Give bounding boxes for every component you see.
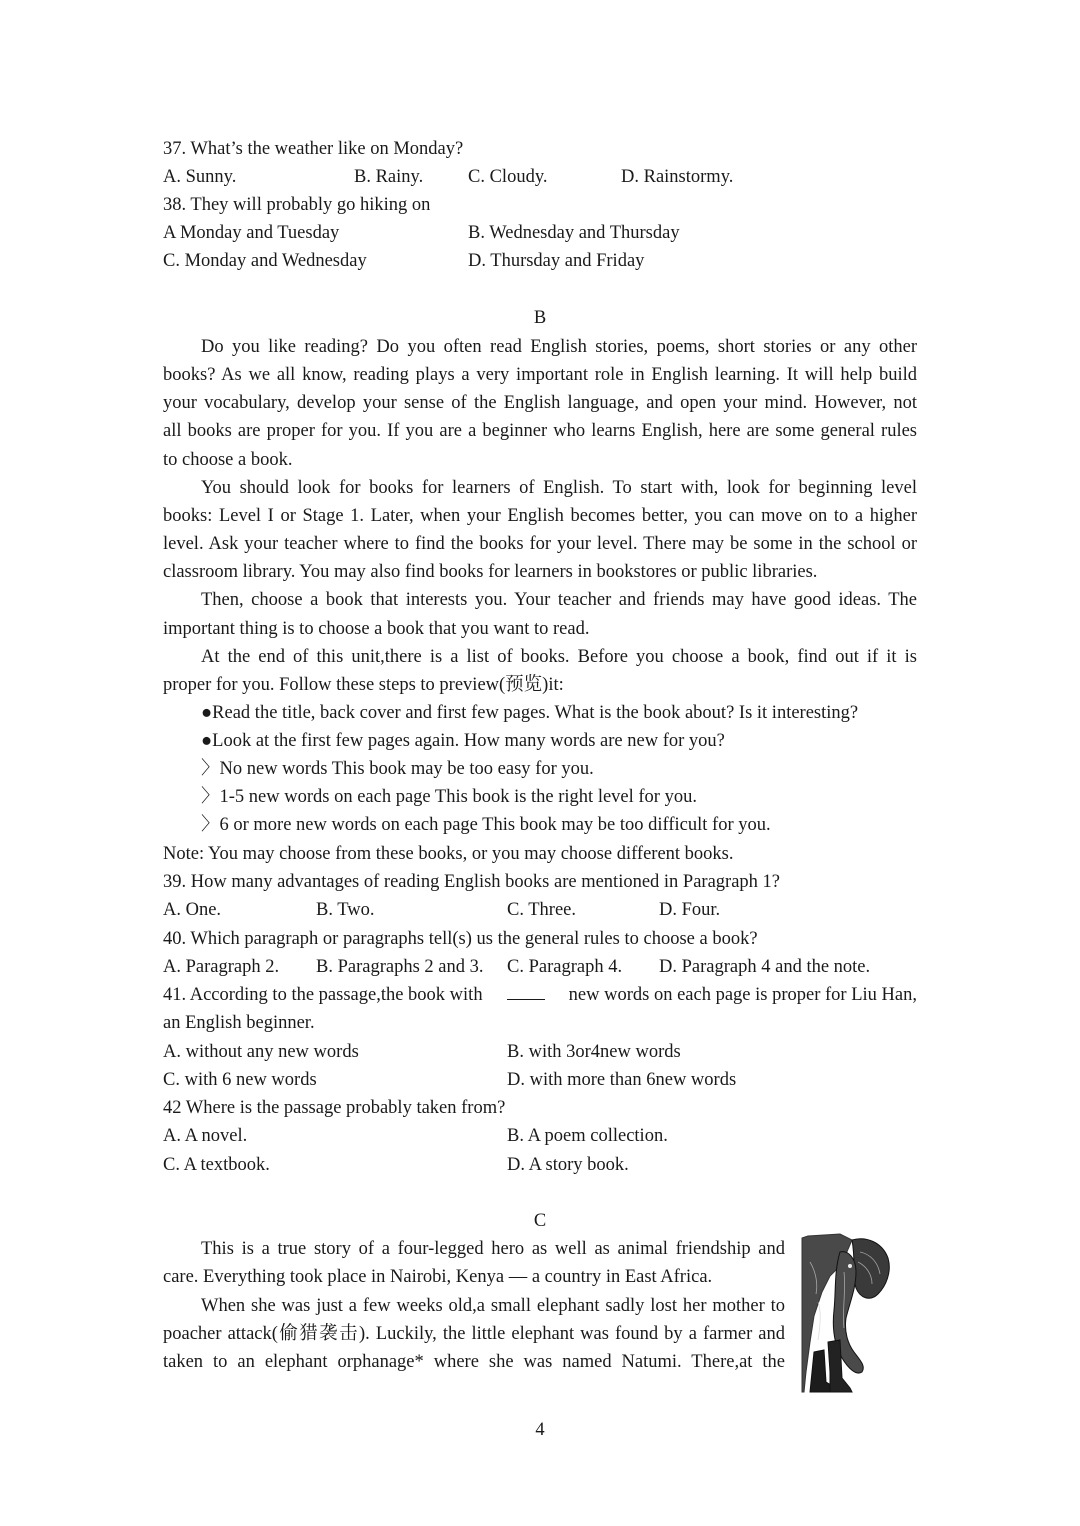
section-c-p2-line: poacher attack(偷猎袭击). Luckily, the little elephant was found by a farmer and [163,1324,785,1344]
q41-stem-before: 41. According to the passage,the book with [163,985,483,1005]
q38-option-c: C. Monday and Wednesday [163,251,367,271]
section-b-heading: B [533,308,547,328]
q39-option-d: D. Four. [659,900,721,920]
section-c-p1-line: care. Everything took place in Nairobi, Kenya — a country in East Africa. [163,1267,713,1287]
section-b-p2-line: You should look for books for learners of English. To start with, look for beginning level [201,478,917,498]
q37-option-d: D. Rainstormy. [621,167,734,187]
q37-option-c: C. Cloudy. [468,167,548,187]
preview-step-item: ●Look at the first few pages again. How many words are new for you? [201,731,725,751]
page-number: 4 [535,1420,545,1440]
preview-step-item: 〉6 or more new words on each page This book may be too difficult for you. [201,815,771,835]
section-b-p3-line: Then, choose a book that interests you. Your teacher and friends may have good ideas. The [201,590,917,610]
q37-option-b: B. Rainy. [354,167,424,187]
q41-option-a: A. without any new words [163,1042,359,1062]
q41-stem-after: new words on each page is proper for Liu Han, [568,985,917,1005]
q38-option-a: A Monday and Tuesday [163,223,340,243]
section-b-p2-line: level. Ask your teacher where to find the books for your level. There may be some in the school or [163,534,917,554]
section-c-p2-line: taken to an elephant orphanage* where she was named Natumi. There,at the [163,1352,785,1372]
q42-option-b: B. A poem collection. [507,1126,668,1146]
section-b-p1-line: your vocabulary, develop your sense of the English language, and open your mind. However, not [163,393,917,413]
q42-stem: 42 Where is the passage probably taken from? [163,1098,506,1118]
q39-stem: 39. How many advantages of reading English books are mentioned in Paragraph 1? [163,872,781,892]
section-b-p2-line: classroom library. You may also find books for learners in bookstores or public libraries. [163,562,818,582]
section-b-p4-line: proper for you. Follow these steps to preview(预览)it: [163,675,564,695]
section-b-p1-line: to choose a book. [163,450,293,470]
q40-option-b: B. Paragraphs 2 and 3. [316,957,484,977]
section-b-p3-line: important thing is to choose a book that you want to read. [163,619,590,639]
q40-option-a: A. Paragraph 2. [163,957,280,977]
q41-option-c: C. with 6 new words [163,1070,317,1090]
q39-option-a: A. One. [163,900,222,920]
preview-step-item: 〉No new words This book may be too easy for you. [201,759,594,779]
section-b-p1-line: all books are proper for you. If you are a beginner who learns English, here are some general rules [163,421,917,441]
q37-option-a: A. Sunny. [163,167,237,187]
section-b-p1-line: books? As we all know, reading plays a very important role in English learning. It will help build [163,365,917,385]
preview-step-item: 〉1-5 new words on each page This book is the right level for you. [201,787,697,807]
q38-option-b: B. Wednesday and Thursday [468,223,680,243]
q40-option-d: D. Paragraph 4 and the note. [659,957,871,977]
q40-option-c: C. Paragraph 4. [507,957,623,977]
q42-option-d: D. A story book. [507,1155,629,1175]
q39-option-c: C. Three. [507,900,577,920]
q37-stem: 37. What’s the weather like on Monday? [163,139,464,159]
section-b-p1-line: Do you like reading? Do you often read English stories, poems, short stories or any other [201,337,917,357]
q38-option-d: D. Thursday and Friday [468,251,645,271]
section-c-p1-line: This is a true story of a four-legged hero as well as animal friendship and [201,1239,785,1259]
answer-blank [507,981,545,1000]
section-b-p4-line: At the end of this unit,there is a list of books. Before you choose a book, find out if it is [201,647,917,667]
q41-stem-line2: an English beginner. [163,1013,315,1033]
preview-step-item: ●Read the title, back cover and first few pages. What is the book about? Is it interesting? [201,703,859,723]
q42-option-c: C. A textbook. [163,1155,270,1175]
q39-option-b: B. Two. [316,900,375,920]
section-b-p2-line: books: Level I or Stage 1. Later, when your English becomes better, you can move on to a higher [163,506,917,526]
q41-stem [163,981,917,1009]
q41-option-b: B. with 3or4new words [507,1042,681,1062]
section-b-note: Note: You may choose from these books, or you may choose different books. [163,844,734,864]
section-c-p2-line: When she was just a few weeks old,a small elephant sadly lost her mother to [201,1296,785,1316]
section-c-heading: C [533,1211,547,1231]
q42-option-a: A. A novel. [163,1126,248,1146]
q41-option-d: D. with more than 6new words [507,1070,737,1090]
q40-stem: 40. Which paragraph or paragraphs tell(s) us the general rules to choose a book? [163,929,758,949]
q38-stem: 38. They will probably go hiking on [163,195,431,215]
elephant-illustration [800,1232,894,1394]
